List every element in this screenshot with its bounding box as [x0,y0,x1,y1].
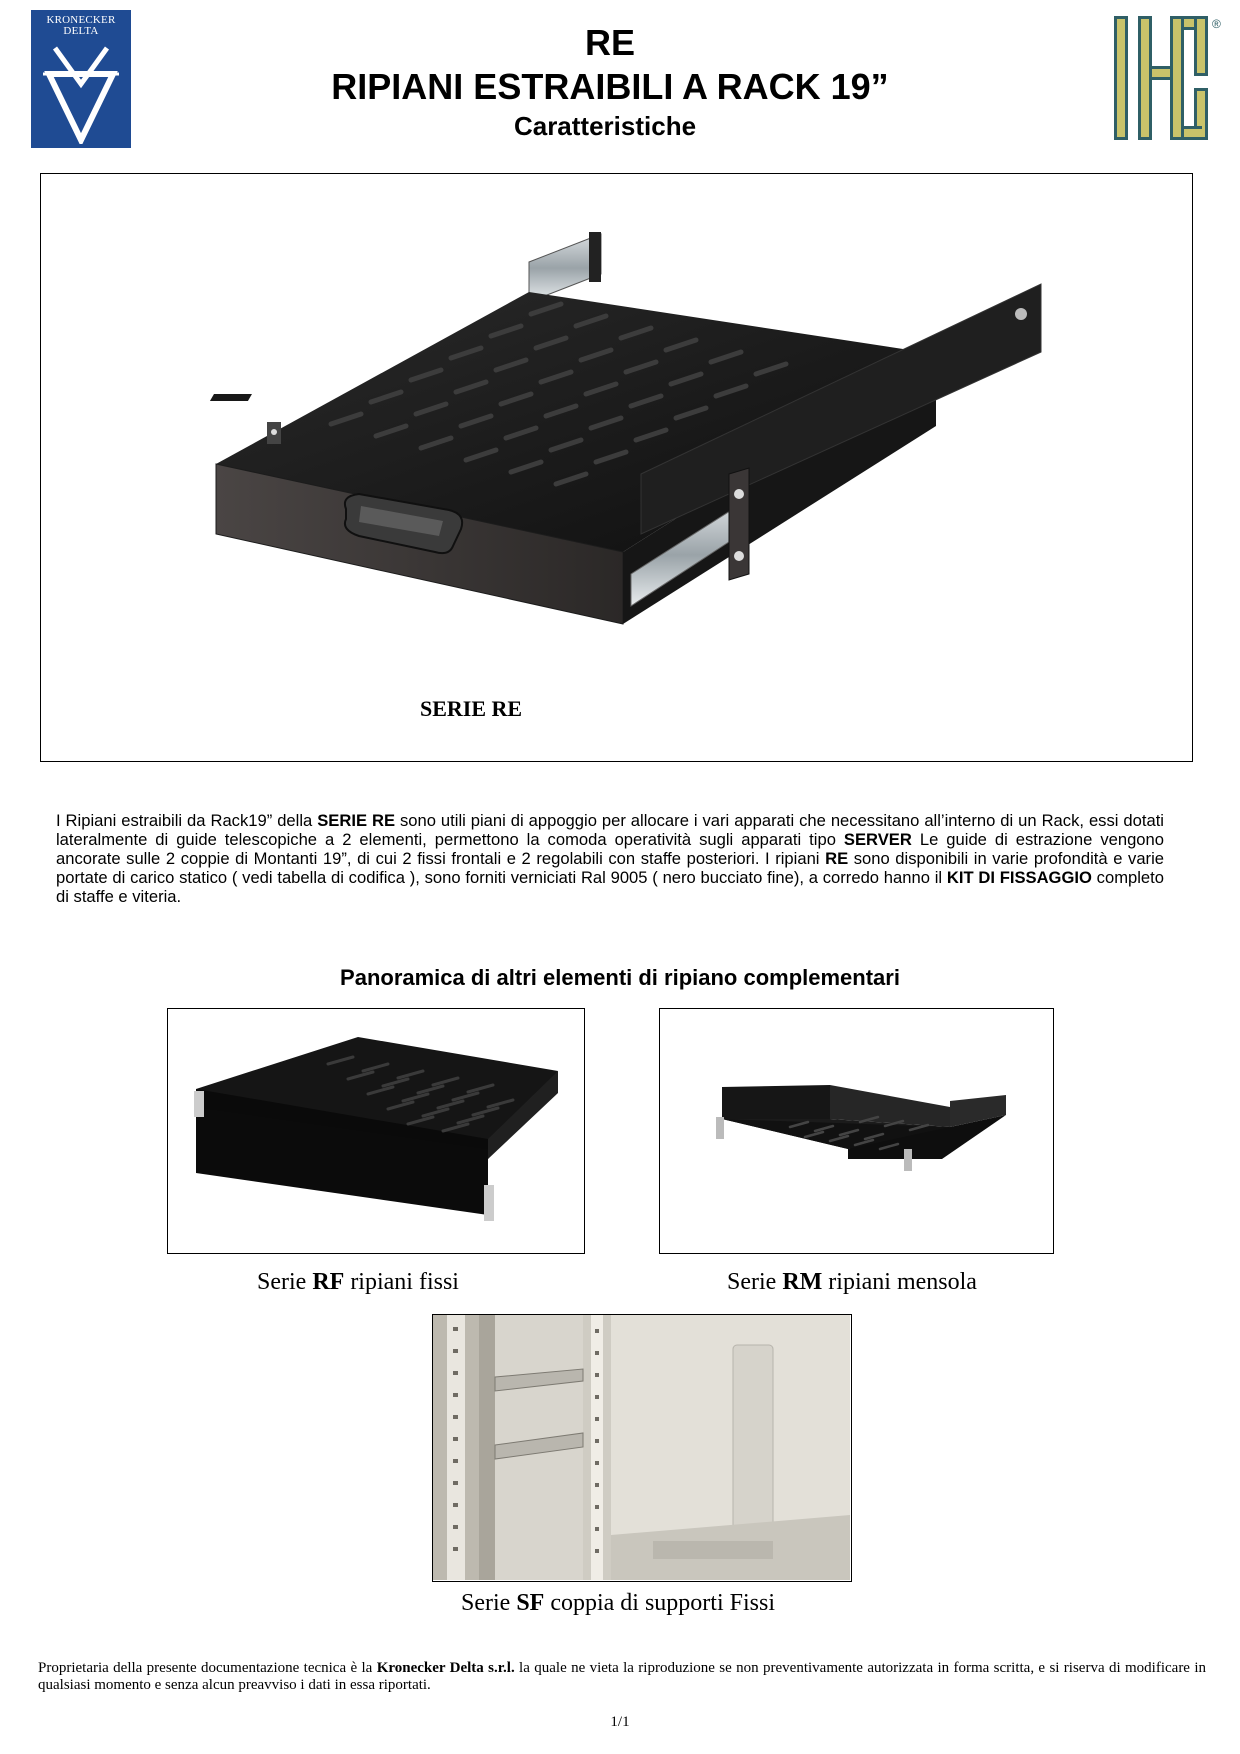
document-subtitle: Caratteristiche [513,111,697,141]
document-main-title: RIPIANI ESTRAIBILI A RACK 19” [331,66,889,107]
footer-text-1: Proprietaria della presente documentazione tecnica è la [38,1660,377,1676]
rack-supports-photo [433,1315,850,1580]
kronecker-delta-logo [31,10,131,148]
rm-caption-prefix: Serie [727,1269,783,1295]
sf-caption-suffix: coppia di supporti Fissi [544,1590,775,1616]
rm-cantilever-shelf-figure [659,1008,1054,1254]
logo-brand-text [31,15,131,37]
legal-footer [38,1660,1206,1694]
registered-mark: ® [1212,17,1221,31]
extractable-shelf-image [41,174,1191,760]
page-number: 1/1 [610,1714,630,1730]
delta-emblem-icon [41,44,121,144]
main-product-figure [40,173,1193,762]
rm-caption [727,1268,977,1296]
desc-text-4: sono disponibili in varie profondità e varie portate di carico statico ( vedi tabella di codifica ), sono forniti verniciati Ral 9005 ( nero bucciato fine), a corredo hanno il [56,849,1164,887]
desc-bold-re: RE [825,849,849,868]
desc-bold-kit: KIT DI FISSAGGIO [946,868,1092,887]
desc-bold-server: SERVER [843,830,912,849]
rf-caption-prefix: Serie [257,1269,313,1295]
logo-bars-icon [1114,16,1208,140]
document-code-title: RE [584,22,635,63]
desc-bold-serie-re: SERIE RE [317,811,396,830]
logo-line-2: DELTA [63,25,99,37]
rf-fixed-shelf-figure [167,1008,585,1254]
desc-text-5: completo di staffe e viteria. [56,868,1165,906]
cantilever-shelf-image [660,1009,1052,1252]
overview-heading: Panoramica di altri elementi di ripiano complementari [340,965,900,990]
rm-caption-code: RM [782,1269,823,1295]
rf-caption-suffix: ripiani fissi [344,1269,459,1295]
main-figure-caption: SERIE RE [420,696,523,721]
logo-line-1: KRONECKER [46,14,116,26]
rm-caption-suffix: ripiani mensola [822,1269,977,1295]
sf-caption [461,1589,775,1617]
rf-caption-code: RF [312,1269,345,1295]
footer-text-2: la quale ne vieta la riproduzione se non preventivamente autorizzata in forma scritta, e si riserva di modificare in qualsiasi momento e senza alcun preavviso i dati in essa riportati. [38,1660,1206,1693]
company-mark-logo [1112,14,1222,144]
fixed-shelf-image [168,1009,583,1252]
sf-fixed-supports-figure [432,1314,852,1582]
footer-company-name: Kronecker Delta s.r.l. [376,1660,515,1676]
sf-caption-prefix: Serie [461,1590,517,1616]
desc-text-3: Le guide di estrazione vengono ancorate sulle 2 coppie di Montanti 19”, di cui 2 fissi frontali e 2 regolabili con staffe posteriori. I ripiani [56,830,1164,868]
rf-caption [257,1268,459,1296]
desc-text-2: sono utili piani di appoggio per allocare i vari apparati che necessitano all’interno di un Rack, essi dotati lateralmente di guide telescopiche a 2 elementi, permettono la comoda operatività sugli apparati tipo [56,811,1164,849]
desc-text-1: I Ripiani estraibili da Rack19” della [56,811,318,830]
sf-caption-code: SF [516,1590,545,1616]
product-description [56,811,1164,906]
